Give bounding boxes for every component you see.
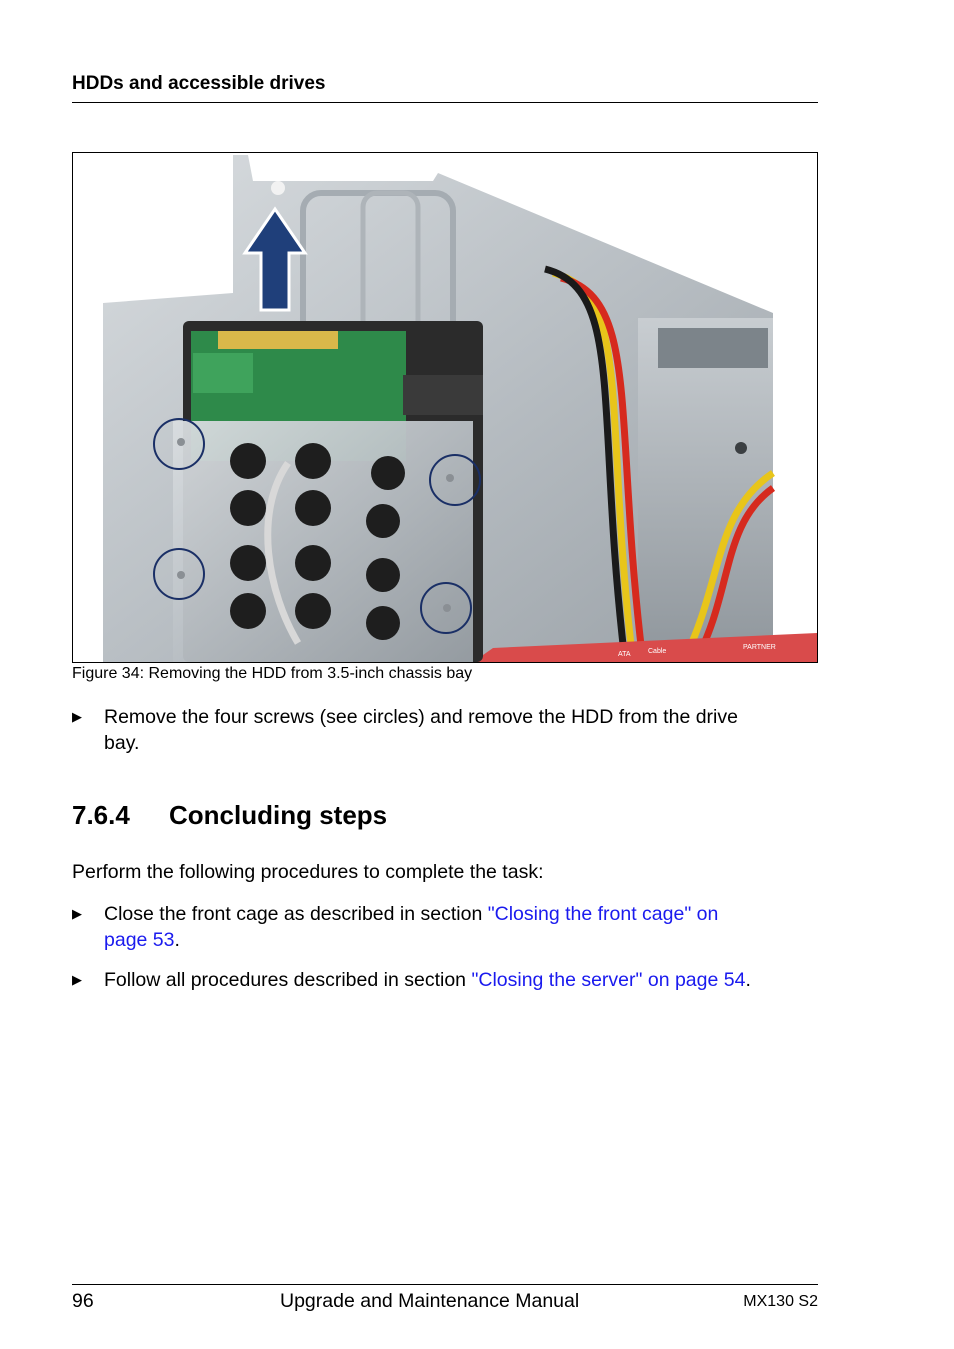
- step-remove-line2: bay.: [104, 732, 140, 754]
- figure-caption: Figure 34: Removing the HDD from 3.5-inch chassis bay: [72, 665, 473, 682]
- link-closing-server[interactable]: "Closing the server" on page 54: [471, 969, 746, 991]
- manual-title: Upgrade and Maintenance Manual: [280, 1290, 580, 1312]
- figure-photo: [72, 152, 818, 663]
- step-close-server: [72, 967, 818, 993]
- cable-label-partner: PARTNER: [743, 644, 776, 651]
- model-name: MX130 S2: [743, 1293, 818, 1310]
- running-header: HDDs and accessible drives: [72, 73, 326, 94]
- bullet-triangle-icon: ▶: [72, 709, 82, 724]
- section-title: Concluding steps: [169, 800, 388, 830]
- step-2-prefix: Follow all procedures described in section: [104, 969, 472, 991]
- bullet-triangle-icon: ▶: [72, 906, 82, 921]
- section-heading: [72, 800, 387, 831]
- section-number: 7.6.4: [72, 800, 130, 830]
- link-closing-front-cage[interactable]: "Closing the front cage" on: [487, 903, 719, 925]
- step-close-front-cage: [72, 901, 818, 953]
- page-number: 96: [72, 1290, 94, 1312]
- intro-paragraph: Perform the following procedures to complete the task:: [72, 861, 544, 883]
- step-remove-line1: Remove the four screws (see circles) and remove the HDD from the drive: [104, 706, 738, 728]
- cable-label-cable: Cable: [648, 648, 667, 655]
- bullet-triangle-icon: ▶: [72, 972, 82, 987]
- link-closing-front-cage-page[interactable]: page 53: [104, 929, 175, 951]
- step-1-prefix: Close the front cage as described in section: [104, 903, 488, 925]
- footer-rule: [72, 1284, 818, 1285]
- cable-label-ata: ATA: [618, 651, 631, 658]
- step-1-suffix: .: [174, 929, 180, 951]
- step-remove-screws: [72, 704, 818, 756]
- header-rule: [72, 102, 818, 103]
- step-2-suffix: .: [745, 969, 751, 991]
